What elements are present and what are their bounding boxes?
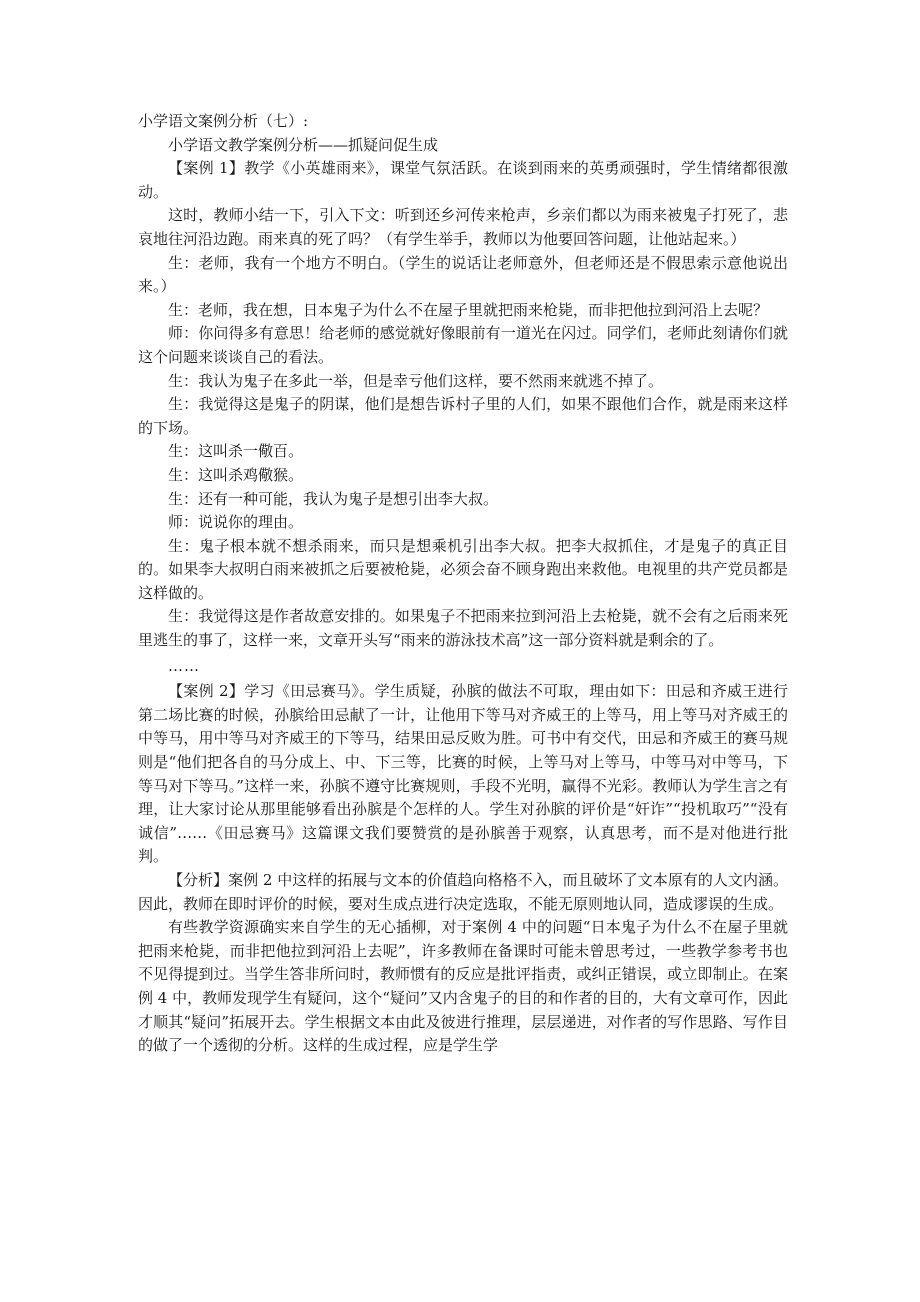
paragraph: 师：你问得多有意思！给老师的感觉就好像眼前有一道光在闪过。同学们，老师此刻请你们就这个问题来谈谈自己的看法。 [138,324,788,366]
paragraph: 有些教学资源确实来自学生的无心插柳，对于案例 4 中的问题“日本鬼子为什么不在屋子里就把雨来枪毙，而非把他拉到河沿上去呢”，许多教师在备课时可能未曾思考过，一些教学参考书也不见得提到过。当学生答非所问时，教师惯有的反应是批评指责，或纠正错误，或立即制止。在案例 4 中，教师发现学生有疑问，这个“疑问”又内含鬼子的目的和作者的目的，大有文章可作，因此才顺其“疑问”拓展开去。学生根据文本由此及彼进行推理，层层递进，对作者的写作思路、写作目的做了一个透彻的分析。这样的生成过程，应是学生学 [138,918,788,1055]
paragraph: 生：鬼子根本就不想杀雨来，而只是想乘机引出李大叔。把李大叔抓住，才是鬼子的真正目的。如果李大叔明白雨来被抓之后要被枪毙，必须会奋不顾身跑出来救他。电视里的共产党员都是这样做的。 [138,536,788,602]
paragraph: 【案例 2】学习《田忌赛马》。学生质疑，孙膑的做法不可取，理由如下：田忌和齐威王进行第二场比赛的时候，孙膑给田忌献了一计，让他用下等马对齐威王的上等马，用上等马对齐威王的中等马，用中等马对齐威王的下等马，结果田忌反败为胜。可书中有交代，田忌和齐威王的赛马规则是“他们把各自的马分成上、中、下三等，比赛的时候，上等马对上等马，中等马对中等马，下等马对下等马。”这样一来，孙膑不遵守比赛规则，手段不光明，赢得不光彩。教师认为学生言之有理，让大家讨论从那里能够看出孙膑是个怎样的人。学生对孙膑的评价是“奸诈”“投机取巧”“没有诚信”……《田忌赛马》这篇课文我们要赞赏的是孙膑善于观察，认真思考，而不是对他进行批判。 [138,682,788,866]
paragraph: 生：还有一种可能，我认为鬼子是想引出李大叔。 [168,489,499,508]
paragraph: 生：老师，我在想，日本鬼子为什么不在屋子里就把雨来枪毙，而非把他拉到河沿上去呢？ [168,300,769,319]
paragraph: 生：这叫杀鸡儆猴。 [168,465,304,484]
paragraph: 师：说说你的理由。 [168,513,304,532]
paragraph: 这时，教师小结一下，引入下文：听到还乡河传来枪声，乡亲们都以为雨来被鬼子打死了，悲哀地往河沿边跑。雨来真的死了吗？（有学生举手，教师以为他要回答问题，让他站起来。） [138,206,788,248]
paragraph: 生：老师，我有一个地方不明白。（学生的说话让老师意外，但老师还是不假思索示意他说出来。） [138,253,788,296]
paragraph: 生：我认为鬼子在多此一举，但是幸亏他们这样，要不然雨来就逃不掉了。 [168,371,664,390]
document-title: 小学语文案例分析（七）: [138,112,309,130]
document-page [138,110,788,1058]
document-subtitle: 小学语文教学案例分析——抓疑问促生成 [168,135,439,154]
ellipsis: …… [168,656,200,675]
paragraph: 生：这叫杀一儆百。 [168,442,304,461]
paragraph: 生：我觉得这是作者故意安排的。如果鬼子不把雨来拉到河沿上去枪毙，就不会有之后雨来死里逃生的事了，这样一来，文章开头写“雨来的游泳技术高”这一部分资料就是剩余的了。 [138,607,788,650]
paragraph: 【案例 1】教学《小英雄雨来》，课堂气氛活跃。在谈到雨来的英勇顽强时，学生情绪都很激动。 [138,159,788,201]
paragraph: 【分析】案例 2 中这样的拓展与文本的价值趋向格格不入，而且破坏了文本原有的人文内涵。因此，教师在即时评价的时候，要对生成点进行决定选取，不能无原则地认同，造成谬误的生成。 [138,871,788,913]
paragraph: 生：我觉得这是鬼子的阴谋，他们是想告诉村子里的人们，如果不跟他们合作，就是雨来这样的下场。 [138,395,788,437]
